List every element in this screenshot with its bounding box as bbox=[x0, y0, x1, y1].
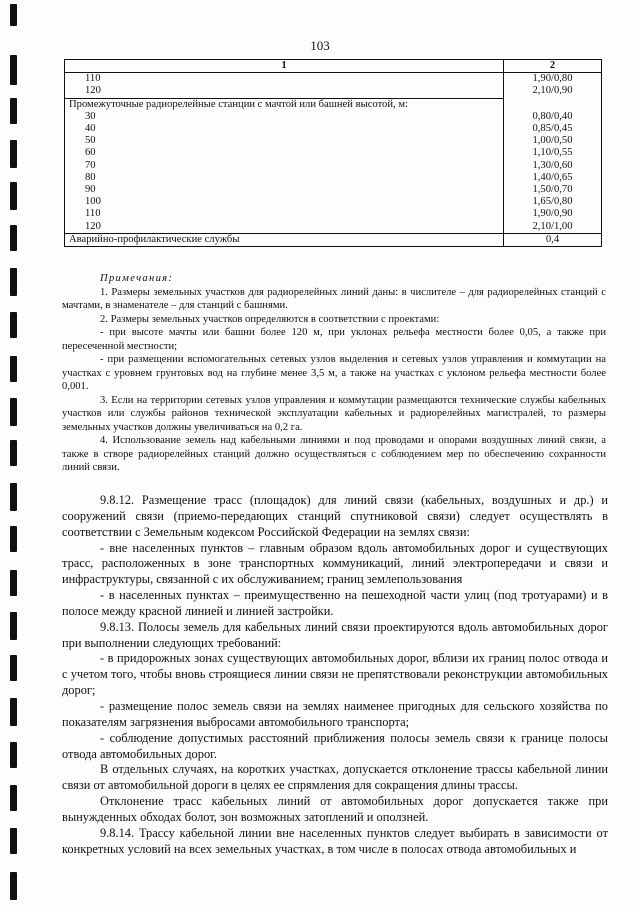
row-value: 1,50/0,70 bbox=[504, 184, 602, 196]
table-header-row bbox=[65, 60, 602, 73]
table-row bbox=[65, 208, 602, 220]
body-paragraph: Отклонение трасс кабельных линий от автомобильных дорог допускается также при вынужденных обходах болот, зон возможных затоплений и оползней. bbox=[62, 794, 608, 824]
row-label: 80 bbox=[65, 172, 504, 184]
row-value: 0,4 bbox=[504, 233, 602, 246]
row-value: 1,90/0,80 bbox=[504, 73, 602, 86]
page-number: 103 bbox=[310, 38, 330, 53]
note-paragraph: - при высоте мачты или башни более 120 м, при уклонах рельефа местности более 0,05, а также при пересеченной местности; bbox=[62, 327, 606, 352]
note-paragraph: 3. Если на территории сетевых узлов управления и коммутации размещаются технические службы кабельных участков или службы районов технической эксплуатации кабельных и радиорелейных магистралей, то размеры земельных участков должны увеличиваться на 0,2 га. bbox=[62, 394, 606, 433]
body-paragraph: - размещение полос земель связи на землях наименее пригодных для сельского хозяйства по показателям загрязнения выбросами автомобильного транспорта; bbox=[62, 698, 608, 729]
table-row bbox=[65, 221, 602, 234]
row-label: 120 bbox=[65, 85, 504, 98]
table-row bbox=[65, 147, 602, 159]
body-paragraph: 9.8.13. Полосы земель для кабельных линий связи проектируются вдоль автомобильных дорог при выполнении следующих требований: bbox=[62, 619, 608, 650]
row-label: 40 bbox=[65, 123, 504, 135]
table-row bbox=[65, 73, 602, 86]
table-row bbox=[65, 85, 602, 98]
body-paragraph: 9.8.12. Размещение трасс (площадок) для линий связи (кабельных, воздушных и др.) и сооружений связи (приемо-передающих станций спутниковой связи) следует осуществлять в соответствии с Земельным кодексом Российской Федерации на землях связи: bbox=[62, 493, 608, 539]
table-row bbox=[65, 184, 602, 196]
body-paragraph: - в населенных пунктах – преимущественно на пешеходной части улиц (под тротуарами) и в полосе между красной линией и линией застройки. bbox=[62, 588, 608, 618]
row-value: 2,10/1,00 bbox=[504, 221, 602, 234]
main-text bbox=[62, 493, 608, 857]
table-header-col2: 2 bbox=[504, 60, 602, 73]
table-row bbox=[65, 160, 602, 172]
table-row bbox=[65, 196, 602, 208]
row-label: 50 bbox=[65, 135, 504, 147]
note-paragraph: 1. Размеры земельных участков для радиорелейных линий даны: в числителе – для радиорелейных станций с мачтами, в знаменателе – для станций с башнями. bbox=[62, 286, 606, 311]
notes-heading: Примечания: bbox=[100, 273, 174, 284]
table-notes bbox=[62, 272, 606, 475]
row-label: 90 bbox=[65, 184, 504, 196]
row-value: 1,40/0,65 bbox=[504, 172, 602, 184]
note-paragraph: - при размещении вспомогательных сетевых узлов выделения и сетевых узлов управления и коммутации на участках с уровнем грунтовых вод на глубине менее 3,5 м, а также на участках с уклоном рельефа местности более 0,001. bbox=[62, 354, 606, 392]
row-value: 2,10/0,90 bbox=[504, 85, 602, 98]
table-section-title-row bbox=[65, 98, 602, 111]
row-value: 1,65/0,80 bbox=[504, 196, 602, 208]
table-row bbox=[65, 233, 602, 246]
body-paragraph: - вне населенных пунктов – главным образом вдоль автомобильных дорог и существующих трасс, расположенных в зоне транспортных коммуникаций, линий электропередачи и связи и инфраструктуры, связанной с их обслуживанием; границ землепользования bbox=[62, 540, 608, 587]
table-row bbox=[65, 135, 602, 147]
land-size-table bbox=[64, 59, 602, 247]
body-paragraph: В отдельных случаях, на коротких участках, допускается отклонение трассы кабельной линии связи от автомобильной дороги в целях ее спрямления для сокращения длины трассы. bbox=[62, 762, 608, 793]
note-paragraph: 4. Использование земель над кабельными линиями и под проводами и опорами воздушных линий связи, а также в створе радиорелейных станций должно осуществляться с соблюдением мер по обеспечению сохранности линий связи. bbox=[62, 435, 606, 473]
table-header-col1: 1 bbox=[65, 60, 504, 73]
note-paragraph: 2. Размеры земельных участков определяются в соответствии с проектами: bbox=[100, 313, 440, 325]
row-label: 110 bbox=[65, 73, 504, 86]
row-label: 100 bbox=[65, 196, 504, 208]
row-label: 70 bbox=[65, 160, 504, 172]
row-value: 0,80/0,40 bbox=[504, 111, 602, 123]
table-row bbox=[65, 111, 602, 123]
row-label: 30 bbox=[65, 111, 504, 123]
row-value: 1,30/0,60 bbox=[504, 160, 602, 172]
body-paragraph: - соблюдение допустимых расстояний приближения полосы земель связи к границе полосы отвода автомобильных дорог. bbox=[62, 730, 608, 761]
binding-marks bbox=[10, 0, 18, 905]
table-row bbox=[65, 172, 602, 184]
row-value: 1,10/0,55 bbox=[504, 147, 602, 159]
row-label: 110 bbox=[65, 208, 504, 220]
row-value: 1,90/0,90 bbox=[504, 208, 602, 220]
section-title: Промежуточные радиорелейные станции с мачтой или башней высотой, м: bbox=[65, 98, 504, 111]
body-paragraph: - в придорожных зонах существующих автомобильных дорог, вблизи их границ полос отвода и с учетом того, чтобы вновь строящиеся линии связи не препятствовали реконструкции автомобильных дорог; bbox=[62, 651, 608, 698]
row-label: 120 bbox=[65, 221, 504, 234]
row-label: 60 bbox=[65, 147, 504, 159]
row-value: 1,00/0,50 bbox=[504, 135, 602, 147]
body-paragraph: 9.8.14. Трассу кабельной линии вне населенных пунктов следует выбирать в зависимости от конкретных условий на всех земельных участках, в том числе в полосах отвода автомобильных и bbox=[62, 825, 608, 856]
row-label: Аварийно-профилактические службы bbox=[65, 233, 504, 246]
table-row bbox=[65, 123, 602, 135]
row-value: 0,85/0,45 bbox=[504, 123, 602, 135]
